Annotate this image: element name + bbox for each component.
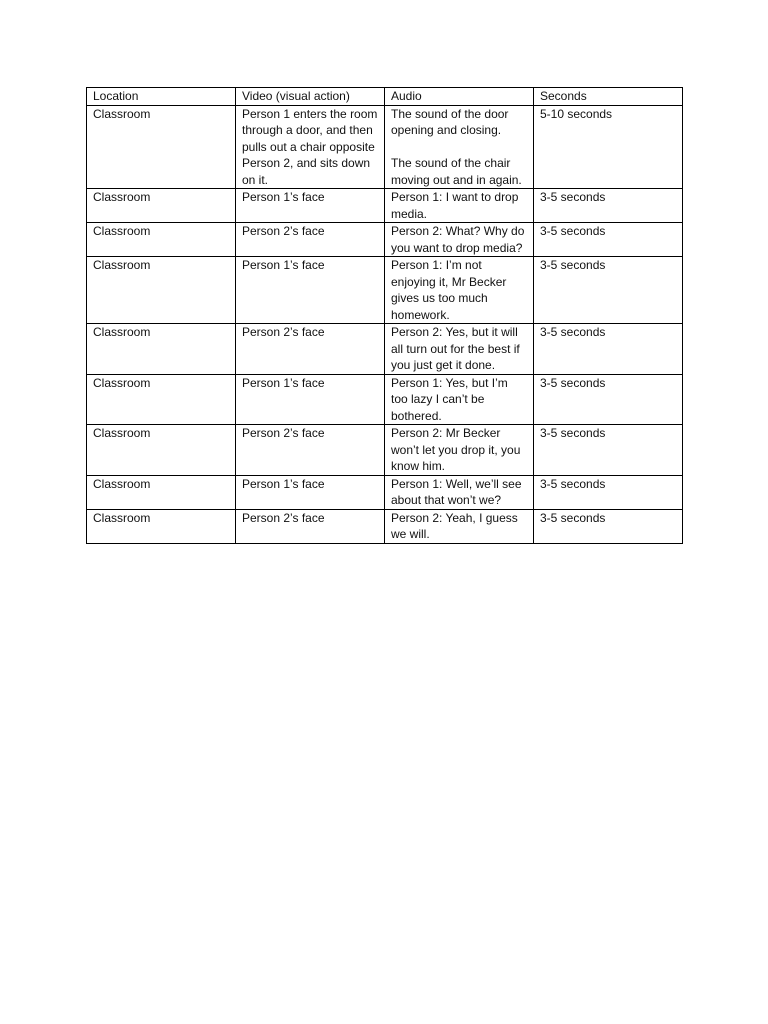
cell-seconds: 3-5 seconds (534, 223, 683, 257)
table-header-row (87, 88, 683, 106)
cell-video: Person 1’s face (236, 475, 385, 509)
cell-audio: Person 1: Yes, but I’m too lazy I can’t be bothered. (385, 374, 534, 425)
table-row (87, 223, 683, 257)
storyboard-table (86, 87, 683, 544)
cell-location: Classroom (87, 475, 236, 509)
header-seconds: Seconds (534, 88, 683, 106)
cell-location: Classroom (87, 509, 236, 543)
cell-location: Classroom (87, 257, 236, 324)
cell-audio: Person 2: Yeah, I guess we will. (385, 509, 534, 543)
cell-seconds: 3-5 seconds (534, 189, 683, 223)
cell-video: Person 2’s face (236, 324, 385, 375)
cell-seconds: 3-5 seconds (534, 425, 683, 476)
cell-audio: Person 1: Well, we’ll see about that won’t we? (385, 475, 534, 509)
cell-audio: Person 2: Yes, but it will all turn out for the best if you just get it done. (385, 324, 534, 375)
table-row (87, 374, 683, 425)
cell-seconds: 3-5 seconds (534, 475, 683, 509)
cell-video: Person 1’s face (236, 257, 385, 324)
cell-video: Person 1 enters the room through a door, and then pulls out a chair opposite Person 2, and sits down on it. (236, 105, 385, 189)
header-audio: Audio (385, 88, 534, 106)
cell-location: Classroom (87, 223, 236, 257)
table-row (87, 105, 683, 189)
cell-location: Classroom (87, 425, 236, 476)
cell-location: Classroom (87, 189, 236, 223)
table-row (87, 189, 683, 223)
cell-seconds: 3-5 seconds (534, 324, 683, 375)
cell-video: Person 2’s face (236, 509, 385, 543)
table-row (87, 509, 683, 543)
table-row (87, 257, 683, 324)
cell-audio: The sound of the door opening and closing. The sound of the chair moving out and in again. (385, 105, 534, 189)
header-location: Location (87, 88, 236, 106)
cell-location: Classroom (87, 105, 236, 189)
cell-seconds: 3-5 seconds (534, 509, 683, 543)
cell-video: Person 2’s face (236, 223, 385, 257)
table-row (87, 425, 683, 476)
cell-audio: Person 2: What? Why do you want to drop media? (385, 223, 534, 257)
cell-video: Person 1’s face (236, 189, 385, 223)
cell-seconds: 3-5 seconds (534, 374, 683, 425)
cell-audio: Person 2: Mr Becker won’t let you drop it, you know him. (385, 425, 534, 476)
cell-location: Classroom (87, 324, 236, 375)
cell-video: Person 2’s face (236, 425, 385, 476)
cell-location: Classroom (87, 374, 236, 425)
cell-seconds: 5-10 seconds (534, 105, 683, 189)
table-row (87, 324, 683, 375)
table-row (87, 475, 683, 509)
header-video: Video (visual action) (236, 88, 385, 106)
cell-audio: Person 1: I want to drop media. (385, 189, 534, 223)
cell-seconds: 3-5 seconds (534, 257, 683, 324)
cell-video: Person 1’s face (236, 374, 385, 425)
cell-audio: Person 1: I’m not enjoying it, Mr Becker gives us too much homework. (385, 257, 534, 324)
